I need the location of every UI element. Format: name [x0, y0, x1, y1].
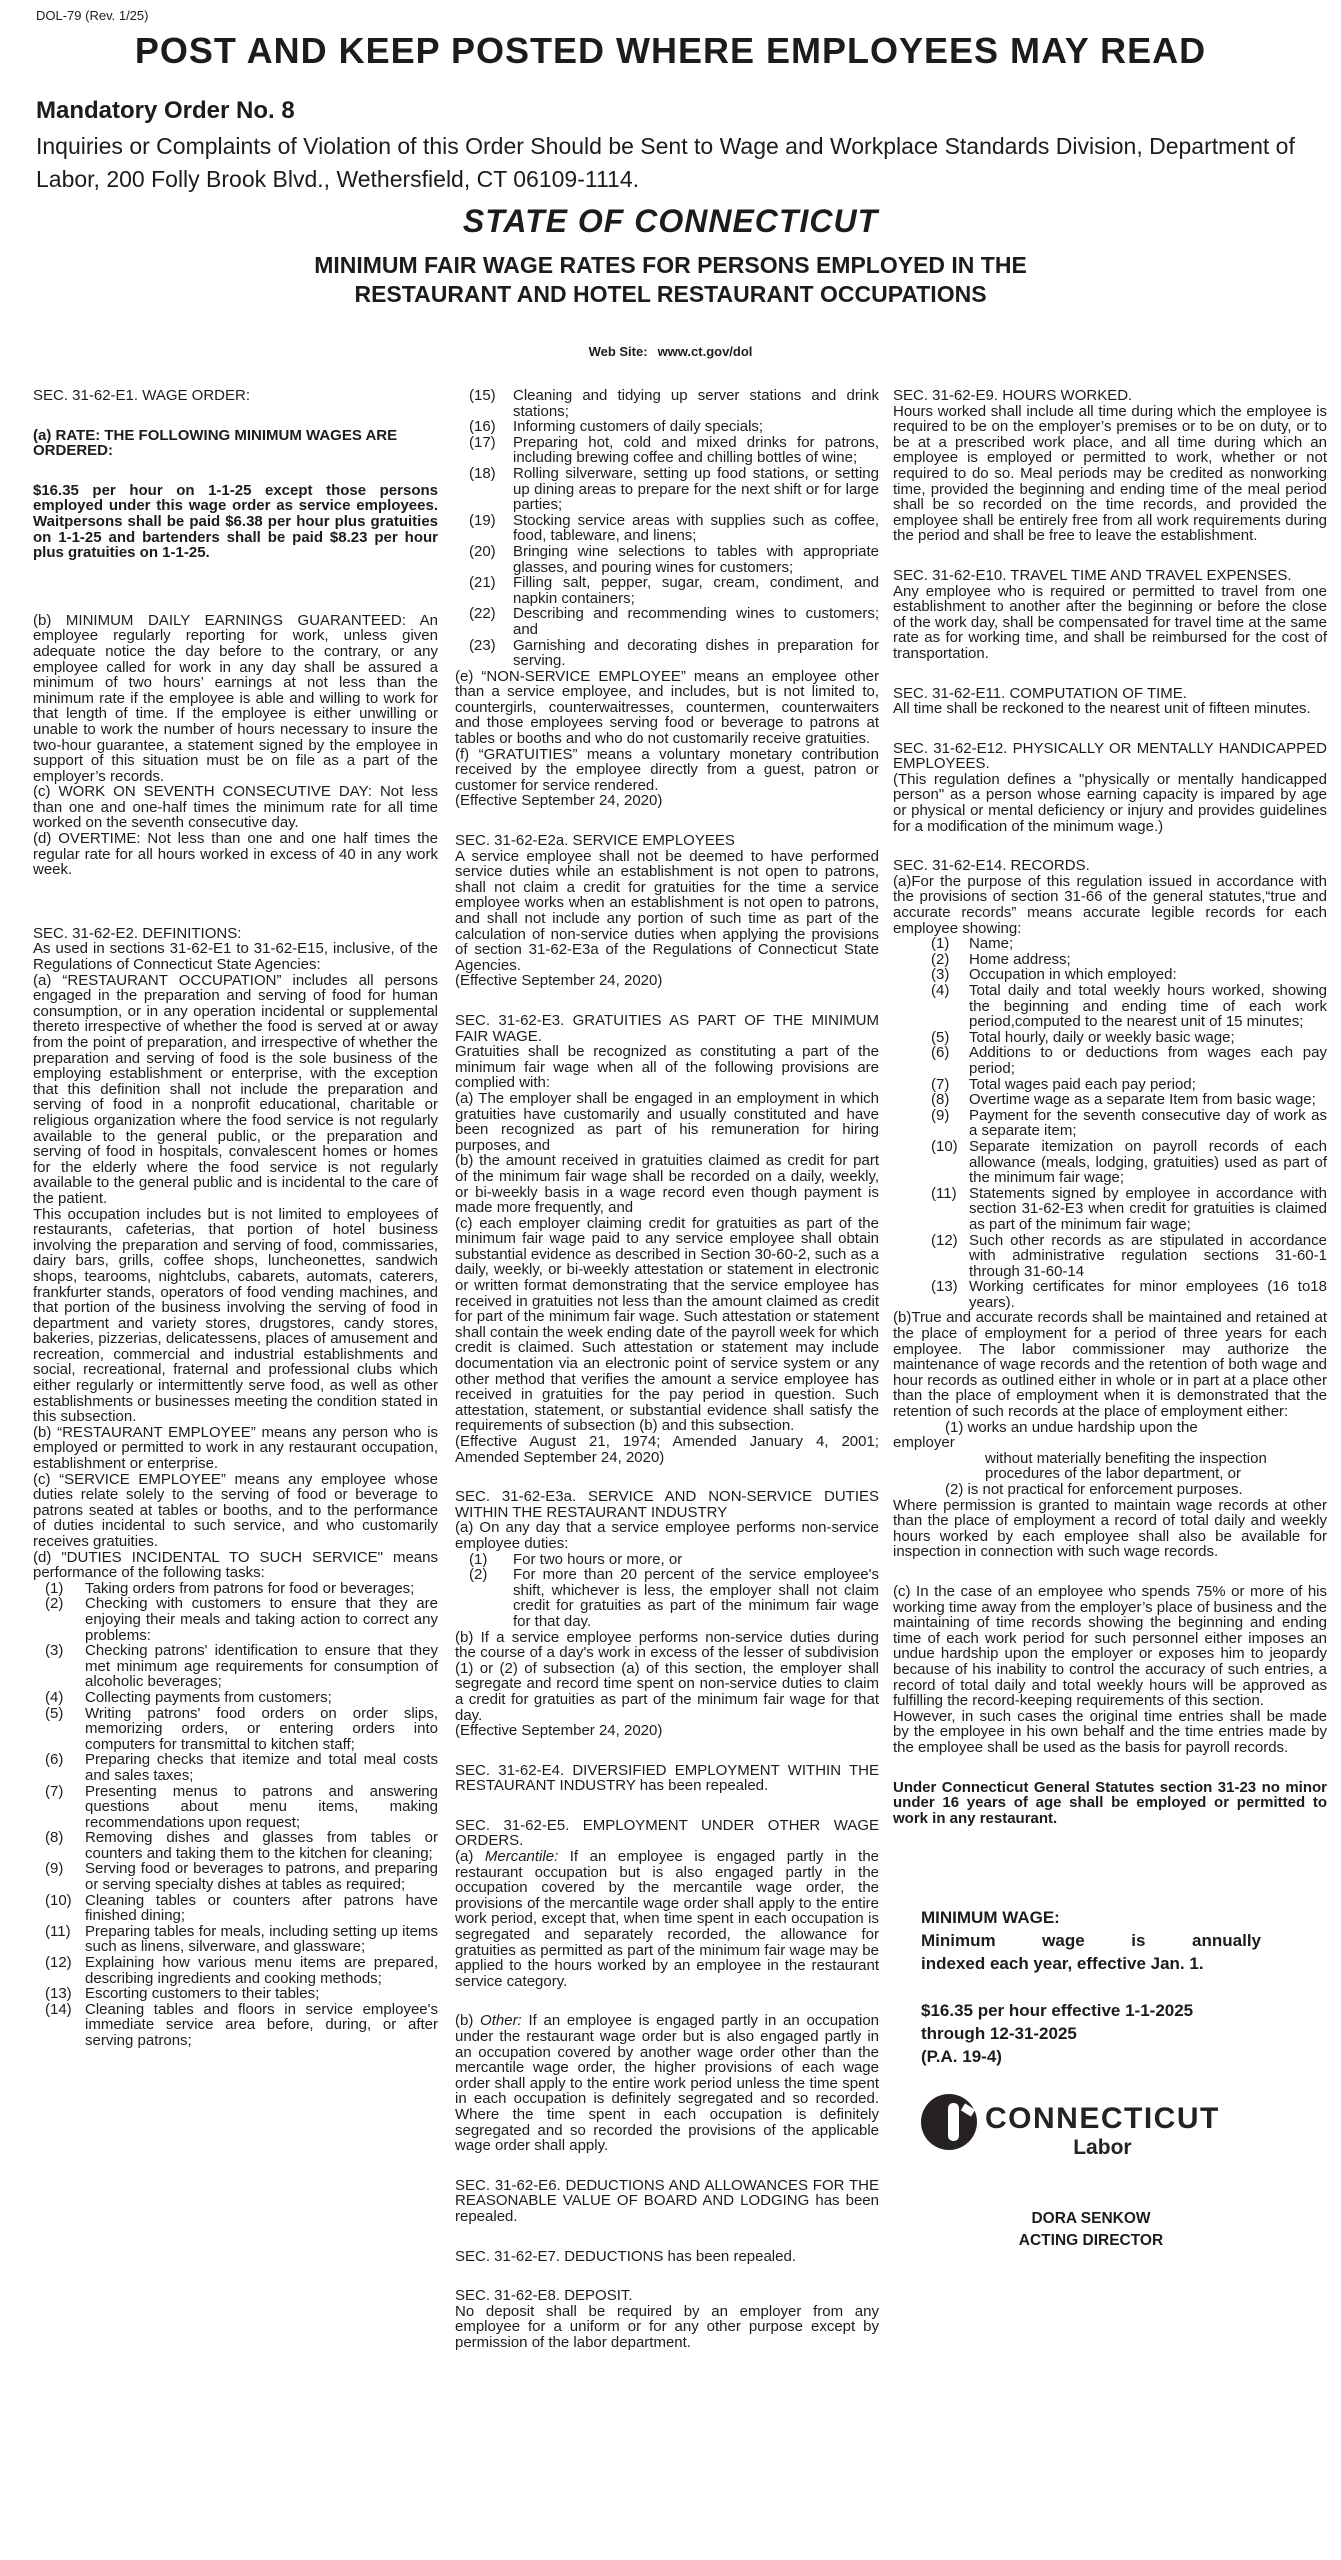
item-number: (22) [469, 605, 496, 623]
item-number: (11) [931, 1184, 957, 1202]
paragraph: (e) “NON-SERVICE EMPLOYEE” means an employee other than a service employee, and includes, but is not limited to, countergirls, counterwaitresses, countermen, counterwaiters and those employees serving food or beverage to patrons at tables or booths and who do not customarily receive gratuities. [455, 667, 879, 748]
item-number: (7) [45, 1782, 64, 1800]
spacer [893, 1756, 1327, 1780]
spacer [33, 561, 438, 613]
paragraph: (b) If a service employee performs non-service duties during the course of a day's work in excess of the lesser of subdivision (1) or (2) of subsection (a) of this section, the employer shall segregate and record time spent on non-service duties to claim a credit for gratuities as part of the minimum fair wage for that day. [455, 1628, 879, 1724]
item-number: (15) [469, 387, 496, 404]
list-item: (1) Taking orders from patrons for food or beverages; [45, 1579, 415, 1597]
paragraph: All time shall be reckoned to the nearest unit of fifteen minutes. [893, 700, 1311, 718]
item-number: (6) [45, 1751, 64, 1769]
paragraph: SEC. 31-62-E2. DEFINITIONS: [33, 924, 242, 942]
list-item: (10) Cleaning tables or counters after patrons have finished dining; [45, 1891, 438, 1925]
spacer [455, 1465, 879, 1489]
paragraph: SEC. 31-62-E3. GRATUITIES AS PART OF THE MINIMUM FAIR WAGE. [455, 1011, 879, 1045]
list-item: (12) Such other records as are stipulated in accordance with administrative regulation sections 31-60-1 through 31-60-14 [931, 1231, 1327, 1280]
paragraph: Where permission is granted to maintain wage records at other than the place of employment a record of total daily and weekly hours worked by each employee shall also be available for inspection in connection with such wage records. [893, 1496, 1327, 1561]
list-item: (7) Presenting menus to patrons and answering questions about menu items, making recommendations upon request; [45, 1782, 438, 1831]
paragraph: (a) The employer shall be engaged in an employment in which gratuities have customarily and usually constituted and have been recognized as part of his remuneration for hiring purposes, and [455, 1089, 879, 1154]
spacer [893, 544, 1327, 568]
item-number: (4) [45, 1688, 64, 1706]
spacer [455, 1739, 879, 1763]
item-number: (23) [469, 636, 496, 654]
poster-subtitle [0, 251, 1341, 309]
paragraph: SEC. 31-62-E11. COMPUTATION OF TIME. [893, 684, 1187, 702]
item-number: (2) [469, 1566, 488, 1584]
paragraph: A service employee shall not be deemed to have performed service duties while an establishment is not open to patrons, shall not claim a credit for gratuities for the time a service employee works when an establishment is not open to patrons, and shall not include any portion of such time as part of the calculation of non-service duties when applying the provisions of section 31-62-E3a of the Regulations of Connecticut State Agencies. [455, 847, 879, 974]
rate-line3: (P.A. 19-4) [921, 2047, 1002, 2067]
paragraph: (a) On any day that a service employee performs non-service employee duties: [455, 1519, 879, 1552]
item-number: (5) [45, 1704, 64, 1722]
item-number: (9) [931, 1106, 950, 1124]
spacer [455, 1989, 879, 2013]
item-number: (14) [45, 2000, 72, 2018]
list-item: (4) Total daily and total weekly hours worked, showing the beginning and ending time of each work period,computed to the nearest unit of 15 minutes; [931, 982, 1327, 1031]
paragraph: (a) Mercantile: If an employee is engaged partly in the restaurant occupation but is also engaged partly in the occupation covered by the mercantile wage order, the provisions of the mercantile wage order shall apply to the entire work period, except that, when time spent in each occupation is segregated and separately recorded, the allowance for gratuities as permitted as part of the minimum fair wage may be applied to the hours worked by an employee in the restaurant service category. [455, 1848, 879, 1990]
item-number: (16) [469, 418, 496, 436]
list-item: (8) Removing dishes and glasses from tables or counters and taking them to the kitchen for cleaning; [45, 1829, 438, 1862]
item-number: (3) [931, 966, 950, 984]
paragraph: (This regulation defines a "physically or mentally handicapped person" as a person whose earning capacity is impared by age or physical or mental deficiency or injury and provides guidelines for a modification of the minimum wage.) [893, 770, 1327, 835]
spacer [893, 662, 1327, 686]
spacer [455, 2225, 879, 2249]
paragraph: (Effective September 24, 2020) [455, 972, 663, 990]
poster-subtitle-line1: MINIMUM FAIR WAGE RATES FOR PERSONS EMPLOYED IN THE [314, 252, 1027, 278]
paragraph: (b) Other: If an employee is engaged partly in an occupation under the restaurant wage order but is also engaged partly in an occupation covered by another wage order other than the mercantile wage order, the higher provisions of each wage order shall apply to the entire work period unless the time spent in each occupation is definitely segregated and so recorded. Where the time spent in each occupation is definitely segregated and so recorded the provisions of the applicable wage order shall apply. [455, 2012, 880, 2155]
website-label: Web Site: [588, 344, 648, 359]
list-item: (19) Stocking service areas with supplies such as coffee, food, tableware, and linens; [469, 511, 879, 545]
item-number: (10) [931, 1137, 958, 1155]
paragraph: SEC. 31-62-E2a. SERVICE EMPLOYEES [455, 832, 735, 850]
list-item: (6) Additions to or deductions from wages each pay period; [931, 1044, 1327, 1077]
list-item: (2) For more than 20 percent of the service employee's shift, whichever is less, the employer shall not claim credit for gratuities as part of the minimum fair wage for that day. [469, 1566, 879, 1630]
paragraph: without materially benefiting the inspection procedures of the labor department, or [985, 1449, 1267, 1483]
paragraph: SEC. 31-62-E7. DEDUCTIONS has been repealed. [455, 2247, 796, 2265]
item-number: (21) [469, 574, 496, 592]
list-item: (1) For two hours or more, or [469, 1550, 683, 1568]
paragraph: No deposit shall be required by an employer from any employee for a uniform or for any other purpose except by permission of the labor department. [455, 2302, 879, 2351]
list-item: (23) Garnishing and decorating dishes in preparation for serving. [469, 636, 879, 670]
item-number: (2) [45, 1595, 64, 1613]
website-line [0, 344, 1341, 359]
item-number: (3) [45, 1642, 64, 1660]
paragraph: SEC. 31-62-E5. EMPLOYMENT UNDER OTHER WAGE ORDERS. [455, 1816, 879, 1850]
list-item: (17) Preparing hot, cold and mixed drinks for patrons, including brewing coffee and chilling bottles of wine; [469, 433, 879, 467]
website-url: www.ct.gov/dol [657, 344, 753, 359]
paragraph: (Effective September 24, 2020) [455, 1722, 663, 1740]
spacer [455, 989, 879, 1013]
signature-block [921, 2208, 1261, 2252]
list-item: (2) Checking with customers to ensure that they are enjoying their meals and taking action to correct any problems: [45, 1595, 438, 1644]
paragraph: (f) “GRATUITIES” means a voluntary monetary contribution received by the employee directly from a guest, patron or customer for service rendered. [455, 745, 879, 794]
spacer [455, 2154, 879, 2178]
list-item: (5) Total hourly, daily or weekly basic wage; [931, 1028, 1235, 1046]
list-item: (3) Checking patrons' identification to ensure that they met minimum age requirements for consumption of alcoholic beverages; [45, 1642, 438, 1691]
item-number: (1) [45, 1579, 64, 1597]
column-3-blocks [893, 388, 1327, 1906]
item-number: (18) [469, 464, 496, 482]
spacer [455, 809, 879, 833]
paragraph: (c) WORK ON SEVENTH CONSECUTIVE DAY: Not less than one and one-half times the minimum rate for all time worked on the seventh consecutive day. [33, 783, 438, 832]
paragraph: (c) each employer claiming credit for gratuities as part of the minimum fair wage paid to any service employee shall obtain substantial evidence as described in Section 30-60-2, such as a daily, weekly, or bi-weekly attestation or statement in electronic or written format demonstrating that the service employee has received in gratuities not less than the amount claimed as credit for part of the minimum fair wage. Such attestation or statement shall contain the week ending date of the payroll week for which credit is claimed. Such attestation or statement may include documentation via an electronic point of service system or any other method that verifies the amount a service employee has received in gratuities for the pay period in question. Such attestation, statement, or substantial evidence shall satisfy the requirements of subsection (b) and this subsection. [455, 1214, 879, 1435]
item-number: (20) [469, 542, 496, 560]
list-item: (4) Collecting payments from customers; [45, 1688, 332, 1706]
logo-wordmark [985, 2094, 1220, 2160]
item-number: (8) [931, 1091, 950, 1109]
paragraph: SEC. 31-62-E3a. SERVICE AND NON-SERVICE DUTIES WITHIN THE RESTAURANT INDUSTRY [455, 1488, 879, 1521]
paragraph: (Effective September 24, 2020) [455, 792, 663, 810]
paragraph: As used in sections 31-62-E1 to 31-62-E15, inclusive, of the Regulations of Connecticut State Agencies: [33, 940, 438, 974]
current-rate-block [921, 1999, 1261, 2068]
item-number: (2) [931, 950, 950, 968]
list-item: (22) Describing and recommending wines to customers; and [469, 605, 879, 638]
spacer [893, 717, 1327, 741]
list-item: (16) Informing customers of daily specials; [469, 418, 764, 436]
spacer [893, 1560, 1327, 1584]
column-2-blocks [455, 388, 879, 2351]
column-3 [893, 388, 1327, 2252]
paragraph: Hours worked shall include all time during which the employee is required to be on the employer’s premises or to be on duty, or to be at a prescribed work place, and all time during which an employee is employed or permitted to work, whether or not required to do so. Meal periods may be credited as nonworking time, provided the beginning and ending time of the meal period shall be so recorded on the time records, and provided the employee shall be entirely free from all work requirements during the period and shall be free to leave the establishment. [893, 402, 1327, 545]
paragraph: SEC. 31-62-E8. DEPOSIT. [455, 2287, 633, 2305]
list-item: (11) Statements signed by employee in accordance with section 31-62-E3 when credit for gratuities is claimed as part of the minimum fair wage; [931, 1184, 1327, 1233]
paragraph: Gratuities shall be recognized as constituting a part of the minimum fair wage when all of the following provisions are complied with: [455, 1043, 879, 1092]
form-number: DOL-79 (Rev. 1/25) [36, 8, 149, 23]
item-number: (12) [45, 1954, 72, 1972]
paragraph: (2) is not practical for enforcement purposes. [945, 1481, 1243, 1498]
connecticut-labor-logo-icon [921, 2094, 977, 2150]
item-number: (5) [931, 1028, 950, 1046]
item-number: (12) [931, 1231, 958, 1249]
item-number: (9) [45, 1860, 64, 1878]
list-item: (20) Bringing wine selections to tables with appropriate glasses, and pouring wines for customers; [469, 542, 879, 576]
paragraph: (c) In the case of an employee who spends 75% or more of his working time away from the employer’s place of business and the maintaining of time records showing the beginning and ending time of each work period for such personnel either imposes an undue hardship upon the employer or exposes him to jeopardy because of his inability to control the accuracy of such entries, a record of total daily and total weekly hours will be approved as fulfilling the record-keeping requirements of this section. [893, 1582, 1327, 1710]
item-number: (10) [45, 1891, 72, 1909]
column-1 [33, 388, 438, 2049]
column-1-blocks [33, 388, 438, 2049]
paragraph: (b) MINIMUM DAILY EARNINGS GUARANTEED: An employee regularly reporting for work, unless given adequate notice the day before to the contrary, or any employee called for work in any day shall be assured a minimum of two hours’ earnings at not less than the minimum rate if the employee is able and willing to work for that length of time. If the employee is either unwilling or unable to work the number of hours necessary to insure the two-hour guarantee, a statement signed by the employee in support of this situation must be on file as a part of the employer’s records. [33, 611, 438, 785]
list-item: (6) Preparing checks that itemize and total meal costs and sales taxes; [45, 1751, 438, 1784]
list-item: (5) Writing patrons' food orders on order slips, memorizing orders, or entering orders into computers for transmittal to kitchen staff; [45, 1704, 438, 1753]
item-number: (17) [469, 433, 496, 451]
list-item: (18) Rolling silverware, setting up food stations, or setting up dining areas to prepare for the next shift or for large parties; [469, 464, 879, 514]
paragraph: employer [893, 1434, 955, 1452]
list-item: (11) Preparing tables for meals, including setting up items such as linens, silverware, and glassware; [45, 1922, 438, 1956]
list-item: (14) Cleaning tables and floors in service employee's immediate service area before, during, or after serving patrons; [45, 2000, 438, 2049]
paragraph: (a) RATE: THE FOLLOWING MINIMUM WAGES ARE ORDERED: [33, 426, 398, 460]
rate-line2: through 12-31-2025 [921, 2024, 1077, 2044]
paragraph: (b) the amount received in gratuities claimed as credit for part of the minimum fair wage shall be recorded on a daily, weekly, or bi-weekly basis in a wage record even though payment is made more frequently, and [455, 1152, 879, 1217]
paragraph: This occupation includes but is not limited to employees of restaurants, cafeterias, that portion of hotel business involving the preparation and serving of food, commissaries, dairy bars, grills, coffee shops, luncheonettes, sandwich shops, tearooms, nightclubs, cabarets, automats, caterers, frankfurter stands, operators of food vending machines, and that portion of the business involving the serving of food in department and variety stores, drugstores, candy stores, bakeries, pizzerias, delicatessens, places of amusement and recreation, commercial and industrial establishments and social, recreational, fraternal and professional clubs which either regularly or intermittently serve food, as well as other establishments or businesses meeting the condition stated in this subsection. [33, 1205, 438, 1426]
item-number: (1) [931, 935, 950, 953]
list-item: (8) Overtime wage as a separate Item from basic wage; [931, 1091, 1316, 1109]
poster-title: POST AND KEEP POSTED WHERE EMPLOYEES MAY READ [134, 30, 1207, 71]
list-item: (21) Filling salt, pepper, sugar, cream, condiment, and napkin containers; [469, 574, 879, 607]
paragraph: (1) works an undue hardship upon the [945, 1418, 1198, 1436]
item-number: (13) [45, 1985, 72, 2003]
list-item: (7) Total wages paid each pay period; [931, 1075, 1196, 1093]
item-number: (6) [931, 1044, 950, 1062]
paragraph: (d) "DUTIES INCIDENTAL TO SUCH SERVICE" means performance of the following tasks: [33, 1548, 438, 1582]
paragraph: SEC. 31-62-E4. DIVERSIFIED EMPLOYMENT WITHIN THE RESTAURANT INDUSTRY has been repealed. [455, 1761, 879, 1795]
paragraph: SEC. 31-62-E1. WAGE ORDER: [33, 387, 251, 404]
minimum-wage-footer [921, 1906, 1261, 2252]
poster-subtitle-line2: RESTAURANT AND HOTEL RESTAURANT OCCUPATIONS [354, 281, 987, 307]
list-item: (13) Working certificates for minor employees (16 to18 years). [931, 1278, 1327, 1311]
paragraph: SEC. 31-62-E10. TRAVEL TIME AND TRAVEL EXPENSES. [893, 566, 1292, 584]
rate-line1: $16.35 per hour effective 1-1-2025 [921, 2001, 1194, 2021]
spacer [455, 2264, 879, 2288]
list-item: (15) Cleaning and tidying up server stations and drink stations; [469, 387, 879, 420]
mandatory-order-number: Mandatory Order No. 8 [36, 97, 295, 124]
paragraph: $16.35 per hour on 1-1-25 except those persons employed under this wage order as service employees. Waitpersons shall be paid $6.38 per hour plus gratuities on 1-1-25 and bartenders shall be paid $8.23 per hour plus gratuities on 1-1-25. [33, 481, 438, 562]
minimum-wage-text-line1: Minimum wage is annually [921, 1931, 1261, 1951]
signature-name: DORA SENKOW [1031, 2210, 1151, 2228]
paragraph: However, in such cases the original time entries shall be made by the employee in his own behalf and the time entries made by the employee shall be used as the basis for payroll records. [893, 1707, 1327, 1756]
minimum-wage-heading: MINIMUM WAGE: [921, 1908, 1060, 1928]
list-item: (10) Separate itemization on payroll records of each allowance (meals, lodging, gratuities) used as part of the minimum fair wage; [931, 1137, 1327, 1187]
signature-title: ACTING DIRECTOR [1018, 2232, 1164, 2250]
list-item: (3) Occupation in which employed: [931, 966, 1177, 984]
paragraph: SEC. 31-62-E12. PHYSICALLY OR MENTALLY HANDICAPPED EMPLOYEES. [893, 739, 1327, 773]
spacer [33, 878, 438, 902]
list-item: (9) Serving food or beverages to patrons, and preparing or serving specialty dishes at tables as required; [45, 1860, 438, 1894]
spacer [33, 459, 438, 483]
item-number: (8) [45, 1829, 64, 1847]
minimum-wage-text-line2: indexed each year, effective Jan. 1. [921, 1954, 1204, 1974]
item-number: (1) [469, 1550, 488, 1568]
spacer [455, 1794, 879, 1818]
paragraph: (a) “RESTAURANT OCCUPATION” includes all persons engaged in the preparation and serving of food for human consumption, or in any operation incidental or supplemental thereto irrespective of whether the food is served at or away from the point of preparation, and irrespective of whether the preparation and serving of food is the sole business of the employing establishment or enterprise, with the exception that this definition shall not include the preparation and serving of food in a nonprofit educational, charitable or religious organization where the food service is not regularly available to the general public, or the preparation and serving of food in hospitals, convalescent homes or homes for the elderly where the food service is not regularly available to the general public and is incidental to the care of the patient. [33, 971, 438, 1207]
paragraph: Under Connecticut General Statutes section 31-23 no minor under 16 years of age shall be employed or permitted to work in any restaurant. [893, 1778, 1327, 1827]
spacer [33, 404, 438, 428]
list-item: (12) Explaining how various menu items are prepared, describing ingredients and cooking methods; [45, 1954, 438, 1987]
state-heading: STATE OF CONNECTICUT [462, 203, 879, 239]
paragraph: (b) “RESTAURANT EMPLOYEE” means any person who is employed or permitted to work in any restaurant occupation, establishment or enterprise. [33, 1423, 438, 1473]
inquiries-instructions: Inquiries or Complaints of Violation of this Order Should be Sent to Wage and Workplace Standards Division, Department of Labor, 200 Folly Brook Blvd., Wethersfield, CT 06109-1114. [36, 133, 1295, 192]
item-number: (11) [45, 1922, 71, 1940]
paragraph: (b)True and accurate records shall be maintained and retained at the place of employment for a period of three years for each employee. The labor commissioner may authorize the maintenance of wage records and the retention of both wage and hour records as outlined either in whole or in part at a place other than the place of employment when it is demonstrated that the retention of such records at the place of employment either: [893, 1309, 1327, 1421]
paragraph: (a)For the purpose of this regulation issued in accordance with the provisions of section 31-66 of the general statutes,“true and accurate records” means accurate legible records for each employee showing: [893, 872, 1327, 937]
paragraph: SEC. 31-62-E9. HOURS WORKED. [893, 387, 1133, 404]
column-2 [455, 388, 879, 2351]
list-item: (13) Escorting customers to their tables; [45, 1985, 320, 2003]
item-number: (19) [469, 511, 496, 529]
item-number: (7) [931, 1075, 950, 1093]
paragraph: (Effective August 21, 1974; Amended January 4, 2001; Amended September 24, 2020) [455, 1433, 879, 1466]
paragraph: SEC. 31-62-E14. RECORDS. [893, 857, 1090, 875]
paragraph: (c) “SERVICE EMPLOYEE” means any employee whose duties relate solely to the serving of food or beverage to patrons seated at tables or booths, and to the performance of duties incidental to such service, and who customarily receives gratuities. [33, 1470, 438, 1550]
item-number: (4) [931, 982, 950, 999]
spacer [893, 1826, 1327, 1906]
list-item: (9) Payment for the seventh consecutive day of work as a separate item; [931, 1106, 1327, 1140]
logo-subtext: Labor [1073, 2136, 1132, 2160]
logo-text: CONNECTICUT [985, 2102, 1220, 2136]
list-item: (1) Name; [931, 935, 1014, 953]
paragraph: (d) OVERTIME: Not less than one and one half times the regular rate for all hours worked in excess of 40 in any work week. [33, 830, 438, 879]
item-number: (13) [931, 1278, 958, 1296]
paragraph: Any employee who is required or permitted to travel from one establishment to another after the beginning or before the close of the work day, shall be compensated for travel time at the same rate as for working time, and shall be reimbursed for the cost of transportation. [893, 582, 1327, 662]
spacer [33, 902, 438, 926]
connecticut-labor-logo [921, 2094, 1261, 2160]
spacer [893, 834, 1327, 858]
paragraph: SEC. 31-62-E6. DEDUCTIONS AND ALLOWANCES FOR THE REASONABLE VALUE OF BOARD AND LODGING has been repealed. [455, 2176, 879, 2225]
list-item: (2) Home address; [931, 950, 1071, 968]
